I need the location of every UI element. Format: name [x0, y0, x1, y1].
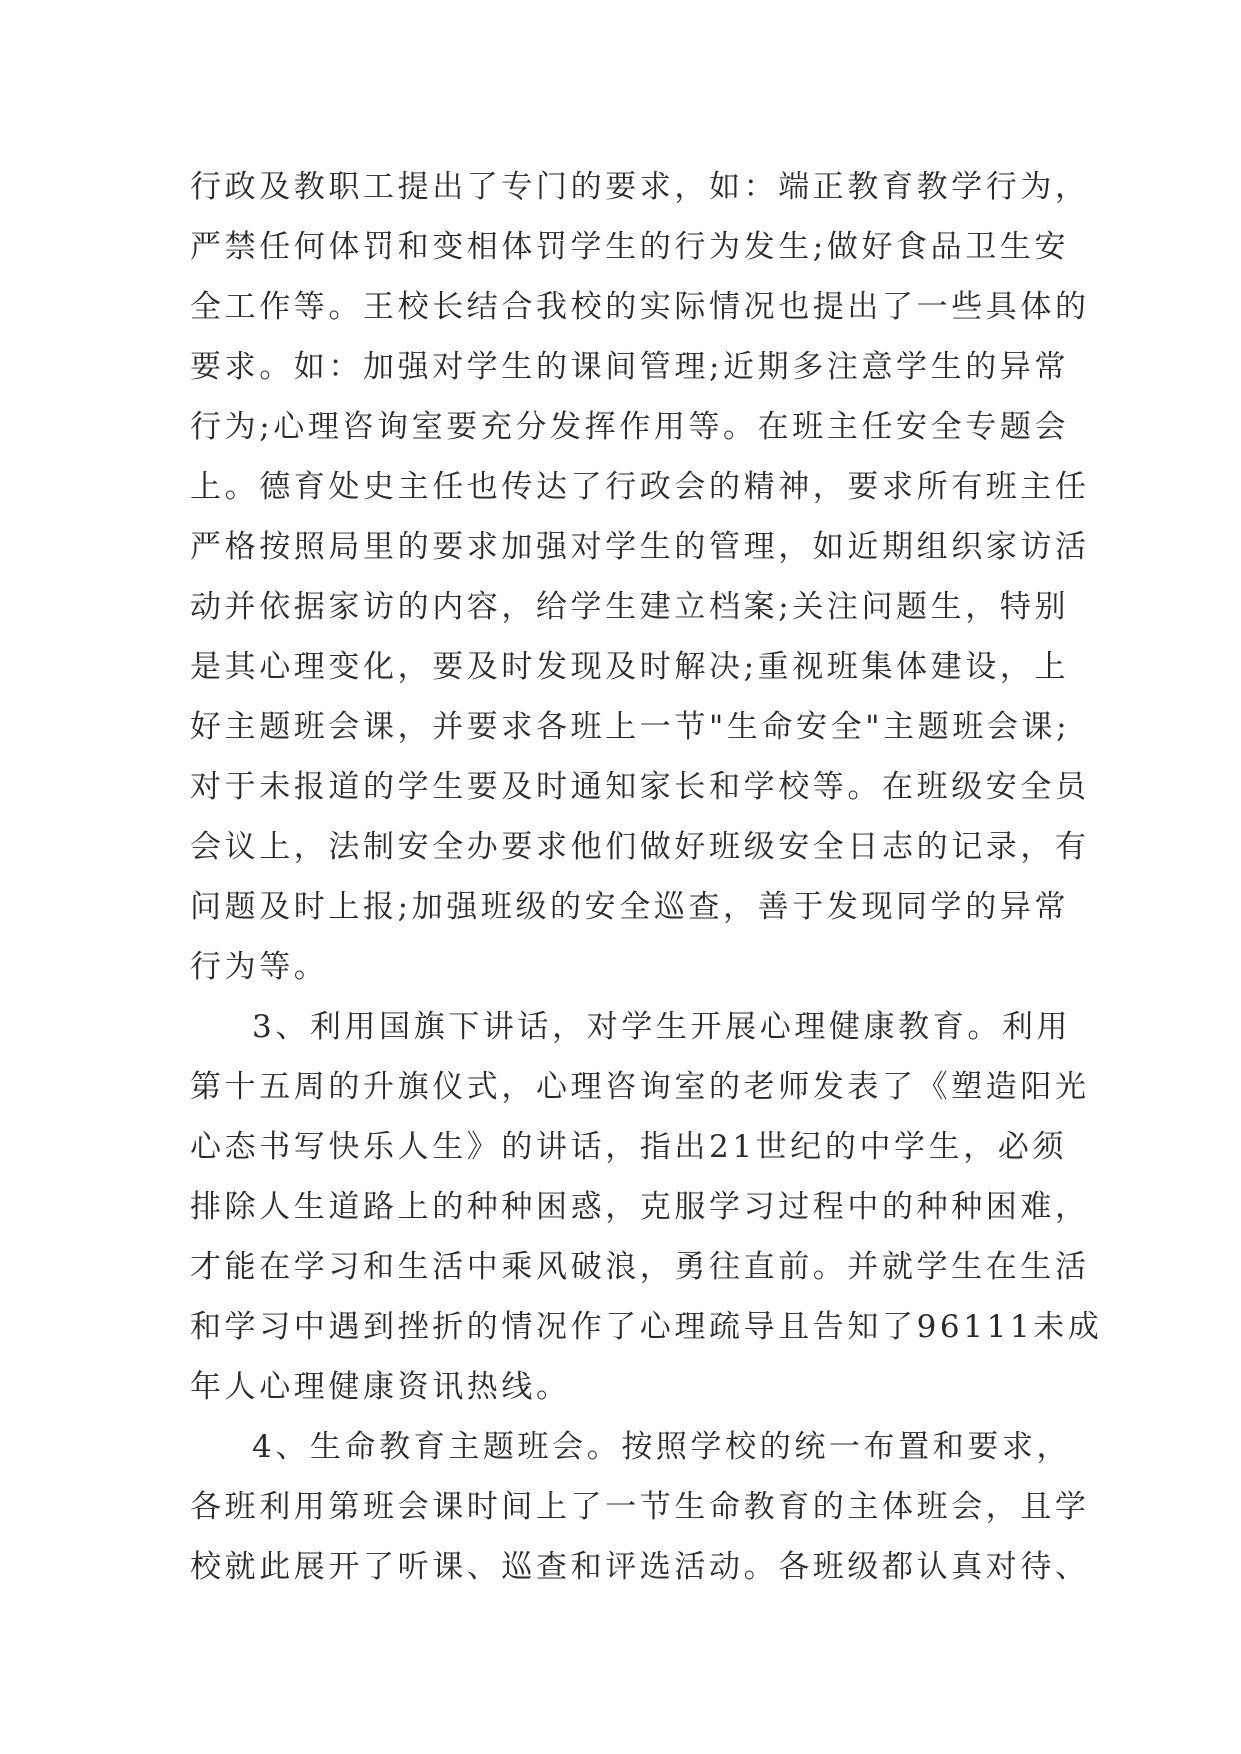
text-line: 行为等。	[190, 949, 329, 985]
text-line: 要求。如：加强对学生的课间管理;近期多注意学生的异常	[190, 349, 1070, 385]
text-line: 对于未报道的学生要及时通知家长和学校等。在班级安全员	[190, 769, 1090, 805]
text-line: 才能在学习和生活中乘风破浪，勇往直前。并就学生在生活	[190, 1249, 1090, 1285]
paragraph-start-line: 3、利用国旗下讲话，对学生开展心理健康教育。利用	[252, 1009, 1072, 1045]
text-line: 好主题班会课，并要求各班上一节"生命安全"主题班会课;	[190, 709, 1071, 745]
text-line: 年人心理健康资讯热线。	[190, 1369, 571, 1405]
text-line: 行为;心理咨询室要充分发挥作用等。在班主任安全专题会	[190, 409, 1070, 445]
text-line: 严禁任何体罚和变相体罚学生的行为发生;做好食品卫生安	[190, 229, 1070, 265]
text-line: 严格按照局里的要求加强对学生的管理，如近期组织家访活	[190, 529, 1090, 565]
body-text	[190, 157, 1103, 1597]
text-line: 排除人生道路上的种种困惑，克服学习过程中的种种困难，	[190, 1189, 1090, 1225]
text-line: 校就此展开了听课、巡查和评选活动。各班级都认真对待、	[190, 1549, 1090, 1585]
text-line: 是其心理变化，要及时发现及时解决;重视班集体建设，上	[190, 649, 1070, 685]
text-line: 第十五周的升旗仪式，心理咨询室的老师发表了《塑造阳光	[190, 1069, 1090, 1105]
text-line: 动并依据家访的内容，给学生建立档案;关注问题生，特别	[190, 589, 1070, 625]
text-line: 各班利用第班会课时间上了一节生命教育的主体班会，且学	[190, 1489, 1090, 1525]
text-line: 问题及时上报;加强班级的安全巡查，善于发现同学的异常	[190, 889, 1070, 925]
paragraph-start-line: 4、生命教育主题班会。按照学校的统一布置和要求，	[252, 1429, 1072, 1465]
text-line: 全工作等。王校长结合我校的实际情况也提出了一些具体的	[190, 289, 1090, 325]
text-line: 心态书写快乐人生》的讲话，指出21世纪的中学生，必须	[190, 1129, 1068, 1165]
text-line: 上。德育处史主任也传达了行政会的精神，要求所有班主任	[190, 469, 1090, 505]
text-line: 和学习中遇到挫折的情况作了心理疏导且告知了96111未成	[190, 1309, 1103, 1345]
text-line: 行政及教职工提出了专门的要求，如：端正教育教学行为，	[190, 169, 1090, 205]
text-line: 会议上，法制安全办要求他们做好班级安全日志的记录，有	[190, 829, 1090, 865]
